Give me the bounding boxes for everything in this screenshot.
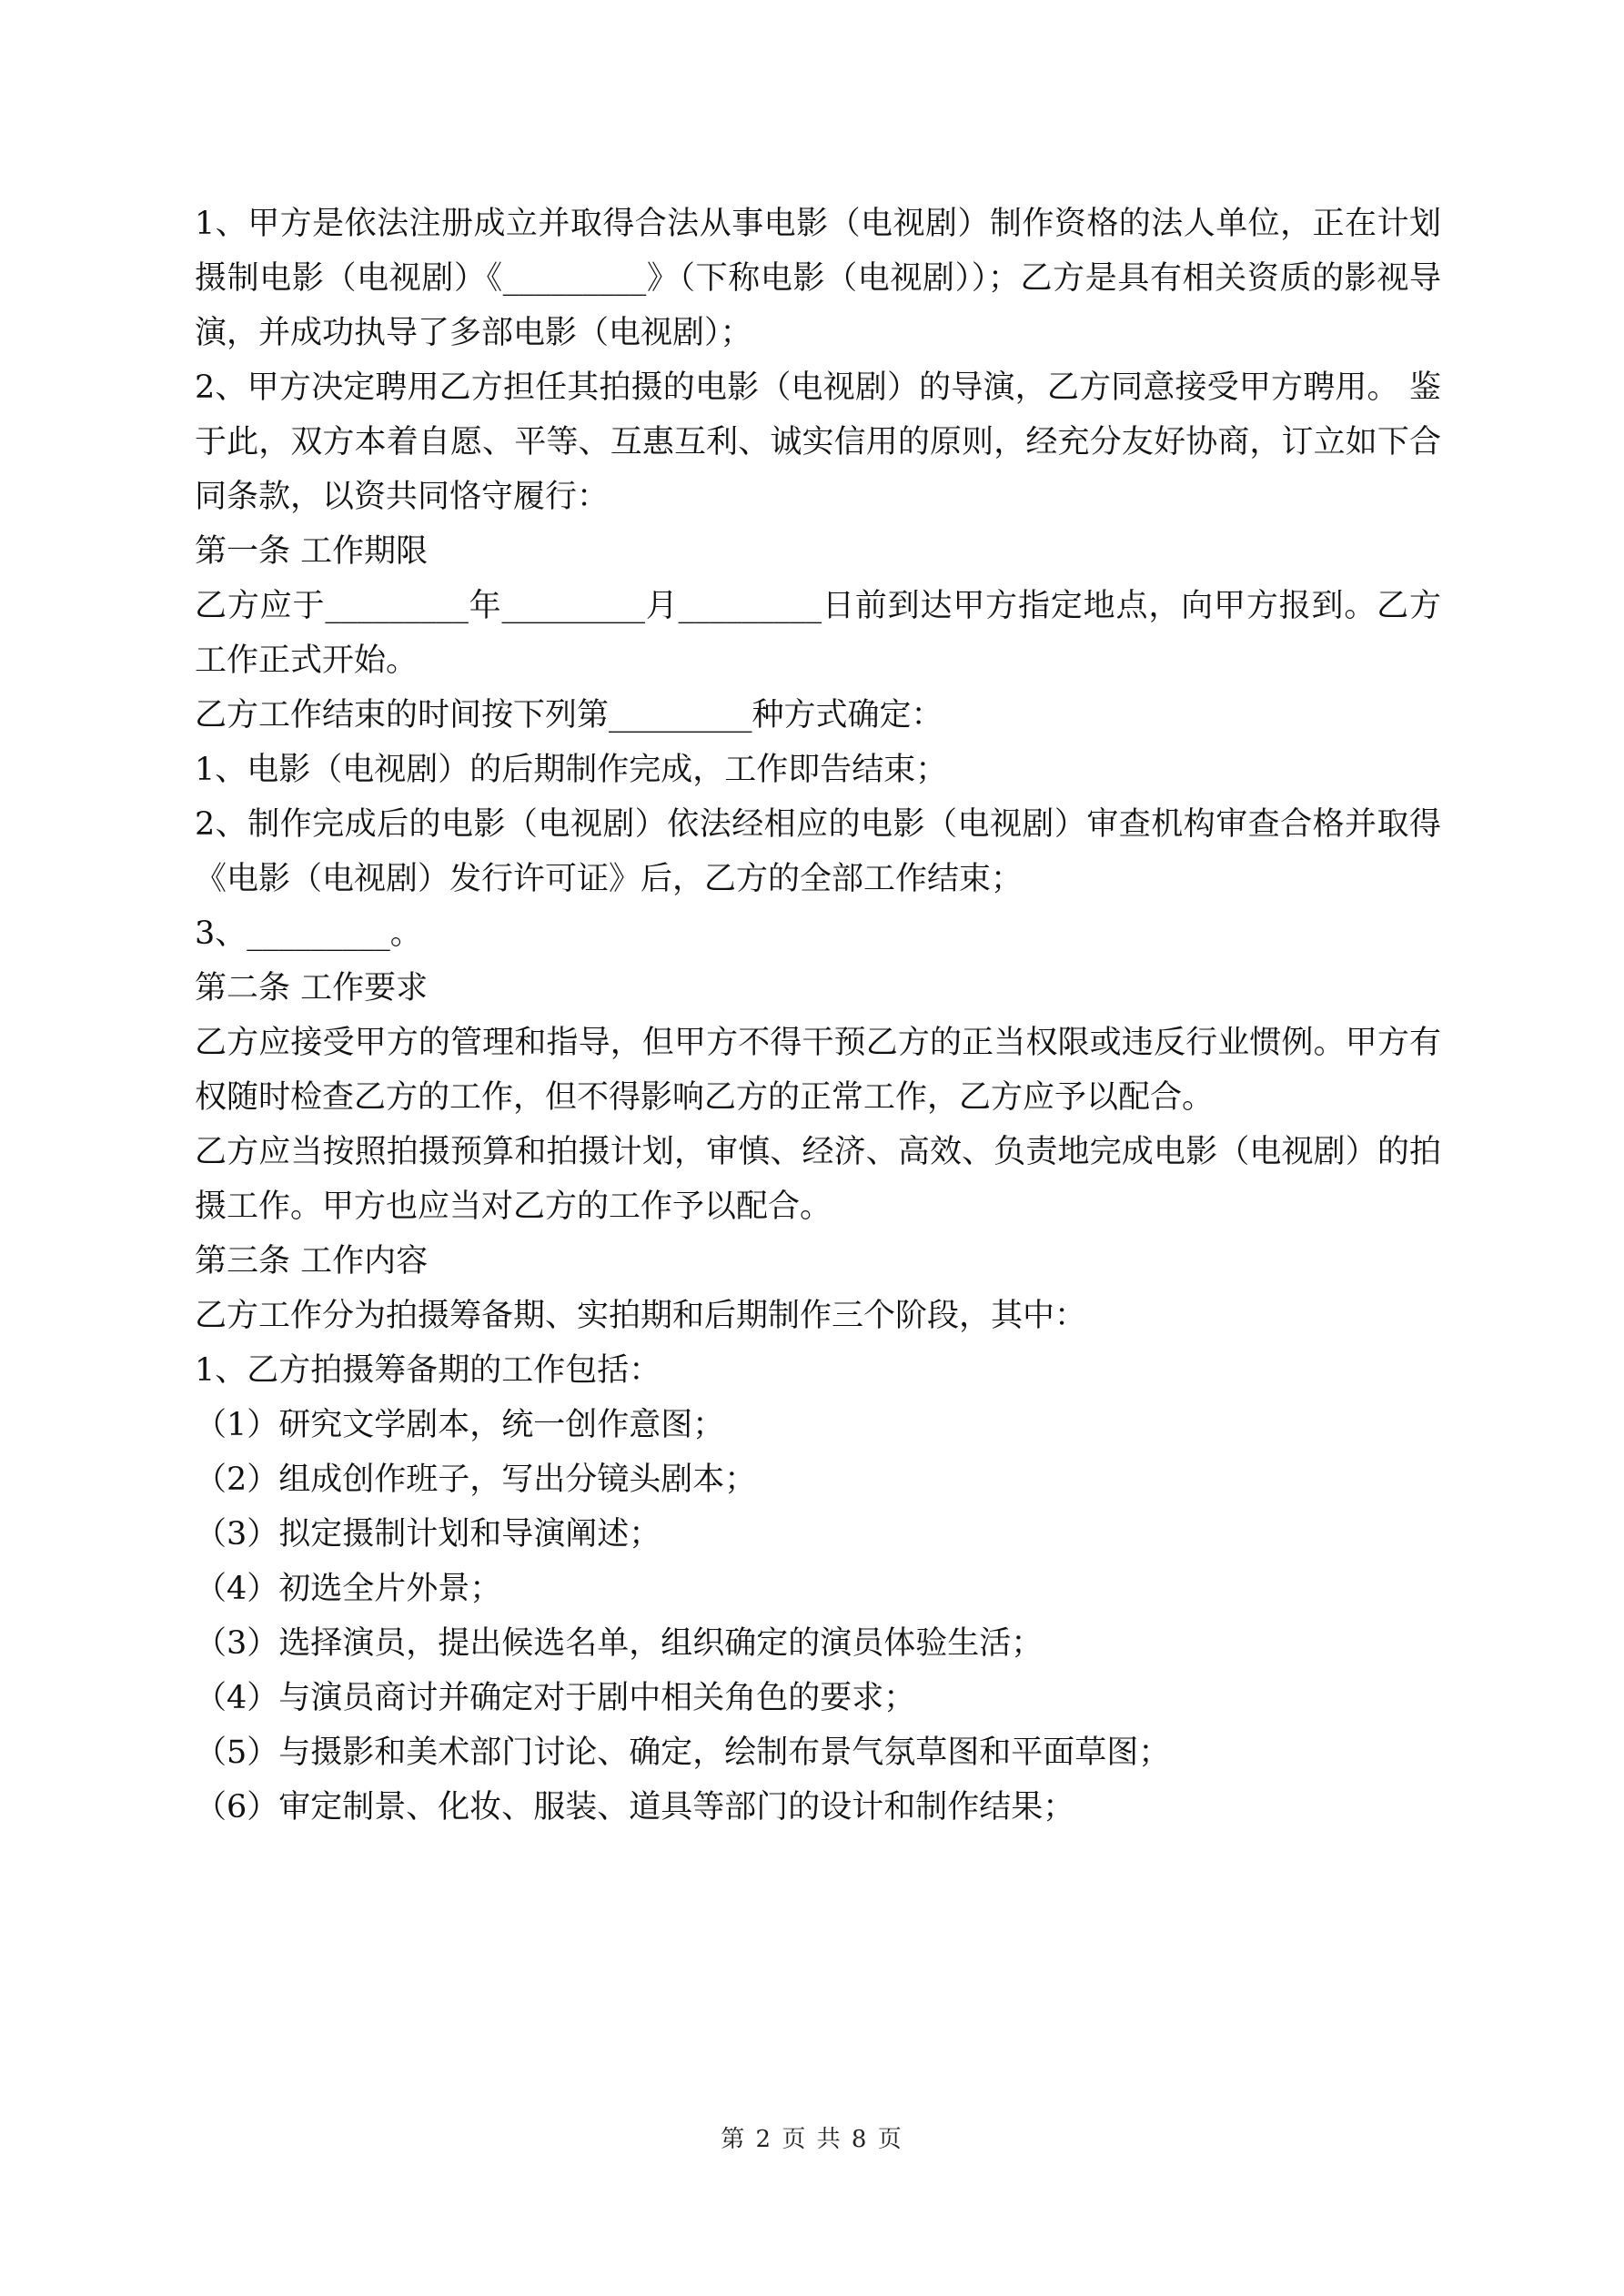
sub-item-4: （4）初选全片外景；	[195, 1571, 502, 1607]
list-item-3: 3、_________。	[195, 915, 422, 952]
paragraph-7: 乙方工作分为拍摄筹备期、实拍期和后期制作三个阶段，其中：	[195, 1298, 1087, 1334]
document-body	[195, 197, 1441, 1835]
paragraph-6: 乙方应当按照拍摄预算和拍摄计划，审慎、经济、高效、负责地完成电影（电视剧）的拍摄工作。甲方也应当对乙方的工作予以配合。	[195, 1134, 1441, 1225]
section-heading-1: 第一条 工作期限	[195, 533, 429, 570]
list-item-1: 1、电影（电视剧）的后期制作完成，工作即告结束；	[195, 752, 948, 788]
paragraph-4: 乙方工作结束的时间按下列第_________种方式确定：	[195, 697, 943, 733]
sub-item-1: （1）研究文学剧本，统一创作意图；	[195, 1407, 725, 1443]
sub-item-7: （5）与摄影和美术部门讨论、确定，绘制布景气氛草图和平面草图；	[195, 1735, 1171, 1771]
section-heading-2: 第二条 工作要求	[195, 970, 429, 1006]
sub-item-8: （6）审定制景、化妆、服装、道具等部门的设计和制作结果；	[195, 1789, 1075, 1826]
paragraph-1: 1、甲方是依法注册成立并取得合法从事电影（电视剧）制作资格的法人单位，正在计划摄制电影（电视剧）《_________》（下称电影（电视剧））；乙方是具有相关资质的影视导演，并成功执导了多部电影（电视剧）；	[195, 206, 1441, 351]
sub-item-5: （3）选择演员，提出候选名单，组织确定的演员体验生活；	[195, 1625, 1044, 1662]
paragraph-3: 乙方应于_________年_________月_________日前到达甲方指定地点，向甲方报到。乙方工作正式开始。	[195, 588, 1441, 679]
section-heading-3: 第三条 工作内容	[195, 1243, 429, 1279]
sub-item-2: （2）组成创作班子，写出分镜头剧本；	[195, 1462, 757, 1498]
sub-item-6: （4）与演员商讨并确定对于剧中相关角色的要求；	[195, 1680, 916, 1716]
sub-item-3: （3）拟定摄制计划和导演阐述；	[195, 1516, 661, 1553]
page-number-footer: 第 2 页 共 8 页	[721, 2126, 903, 2153]
list-item-4: 1、乙方拍摄筹备期的工作包括：	[195, 1352, 661, 1389]
paragraph-2: 2、甲方决定聘用乙方担任其拍摄的电影（电视剧）的导演，乙方同意接受甲方聘用。 鉴于此，双方本着自愿、平等、互惠互利、诚实信用的原则，经充分友好协商，订立如下合同条款，以资共同恪守履行：	[195, 369, 1441, 515]
list-item-2: 2、制作完成后的电影（电视剧）依法经相应的电影（电视剧）审查机构审查合格并取得《电影（电视剧）发行许可证》后，乙方的全部工作结束；	[195, 806, 1441, 897]
paragraph-5: 乙方应接受甲方的管理和指导，但甲方不得干预乙方的正当权限或违反行业惯例。甲方有权随时检查乙方的工作，但不得影响乙方的正常工作，乙方应予以配合。	[195, 1025, 1441, 1116]
